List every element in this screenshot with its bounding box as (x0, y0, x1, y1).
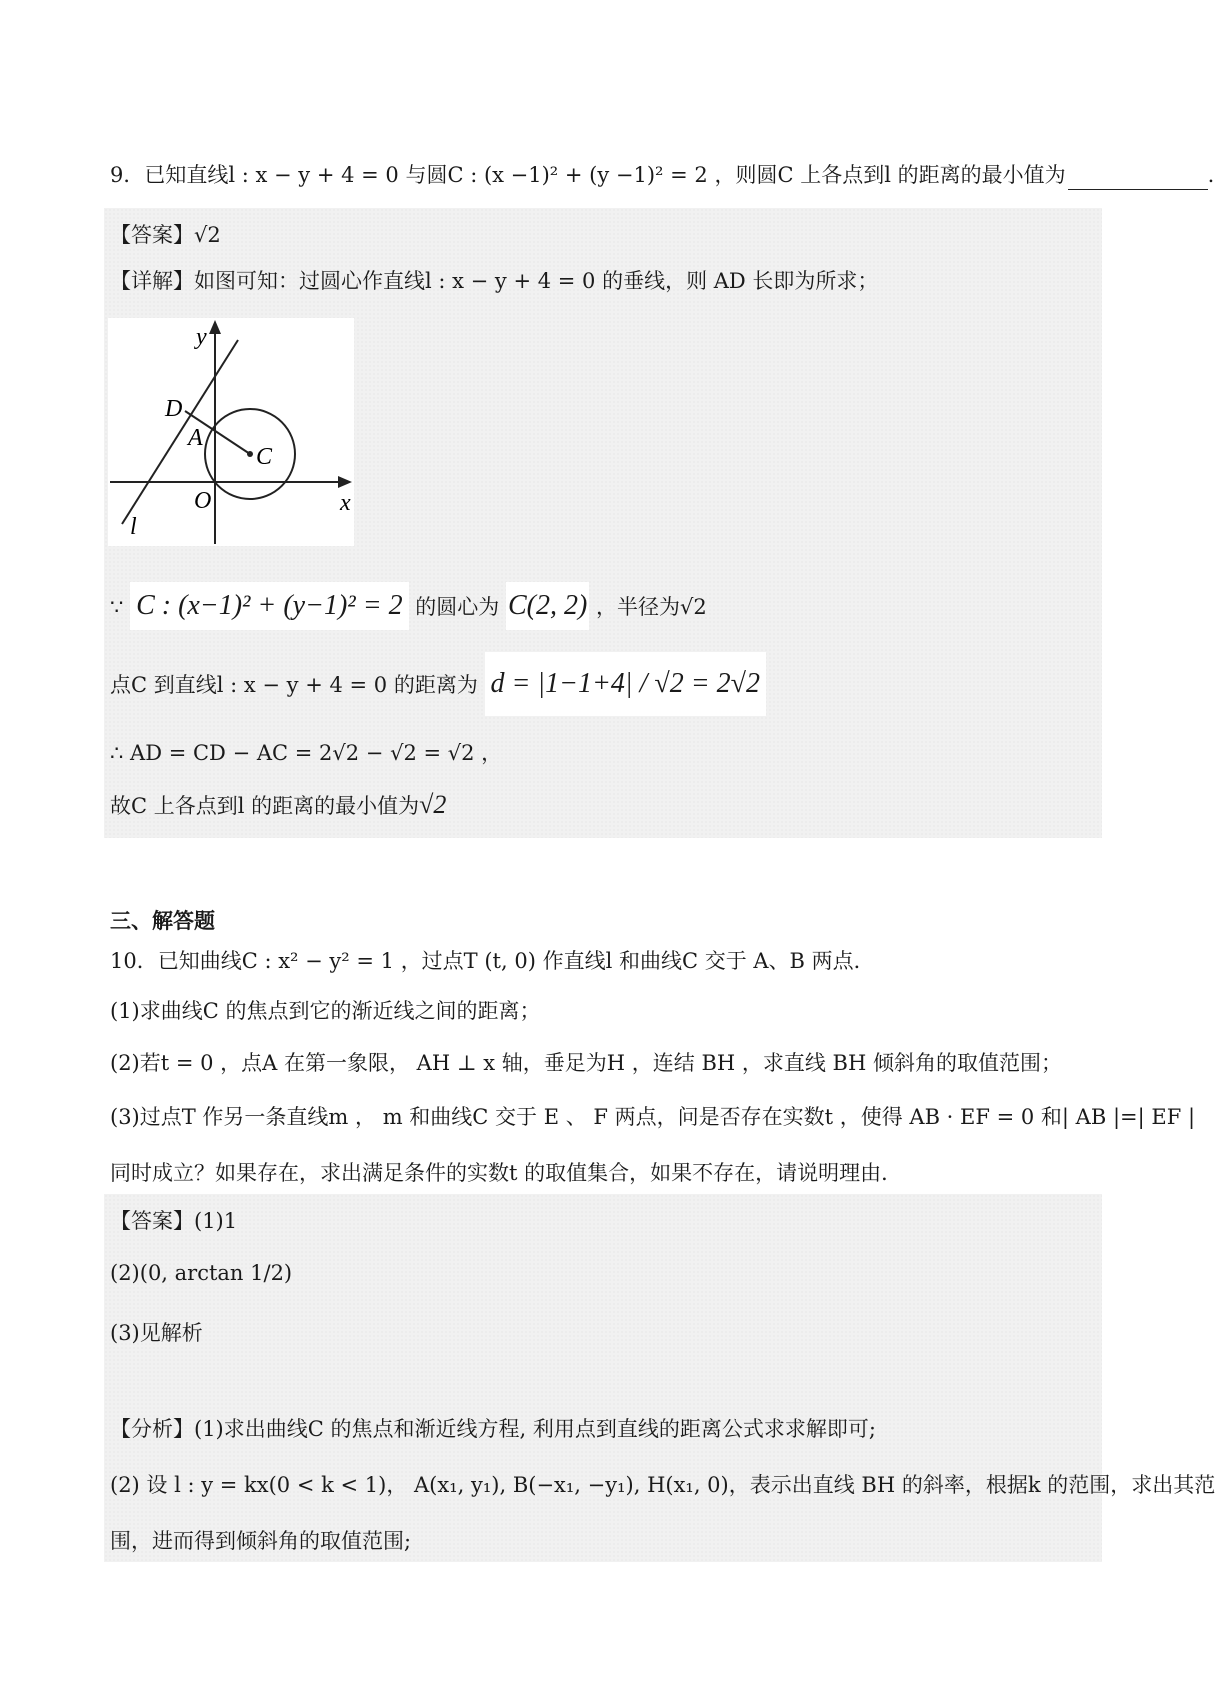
x-axis-arrow (338, 476, 352, 488)
because-symbol: ∵ (110, 595, 124, 619)
q9-answer: 【答案】√2 (110, 223, 221, 247)
q9-diagram (108, 318, 354, 546)
label-y: y (196, 324, 207, 350)
q9-detail: 【详解】如图可知：过圆心作直线l : x − y + 4 = 0 的垂线，则 AD 长即为所求； (110, 269, 879, 293)
q10-part1: (1)求曲线C 的焦点到它的渐近线之间的距离； (110, 999, 541, 1023)
q10-analysis1: 【分析】(1)求出曲线C 的焦点和渐近线方程, 利用点到直线的距离公式求求解即可; (110, 1417, 876, 1441)
center-point (247, 451, 253, 457)
step4-prefix: 故C 上各点到l 的距离的最小值为 (110, 794, 420, 818)
q10-part2: (2)若t = 0 ，点A 在第一象限， AH ⊥ x 轴，垂足为H ，连结 BH ，求直线 BH 倾斜角的取值范围； (110, 1051, 1062, 1075)
q10-answer2: (2)(0, arctan 1/2) (110, 1261, 293, 1285)
step1-suffix: ，半径为√2 (595, 595, 707, 619)
distance-formula-image: d = |1−1+4| / √2 = 2√2 (485, 652, 767, 716)
q10-analysis2: (2) 设 l : y = kx(0 < k < 1)， A(x₁, y₁), B(−x₁, −y₁), H(x₁, 0)，表示出直线 BH 的斜率，根据k 的范围，求出其范 (110, 1473, 1215, 1497)
q10-answer1: 【答案】(1)1 (110, 1209, 238, 1233)
q10-analysis2-cont: 围，进而得到倾斜角的取值范围; (110, 1529, 412, 1553)
q9-question-end: . (1207, 163, 1215, 187)
q9-question (110, 160, 1214, 190)
label-c: C (256, 444, 273, 470)
y-axis-arrow (209, 320, 221, 334)
circle-equation-image: C : (x−1)² + (y−1)² = 2 (130, 582, 409, 630)
answer-blank (1068, 167, 1208, 190)
q10-question: 10．已知曲线C : x² − y² = 1 ，过点T (t, 0) 作直线l 和曲线C 交于 A、B 两点． (110, 949, 875, 973)
q10-answer3: (3)见解析 (110, 1321, 203, 1345)
q9-step2 (110, 652, 766, 717)
q9-figure (108, 318, 354, 546)
step2-prefix: 点C 到直线l : x − y + 4 = 0 的距离为 (110, 673, 478, 697)
label-a: A (188, 425, 203, 451)
section-title: 三、解答题 (110, 908, 215, 933)
q9-question-text: 9．已知直线l : x − y + 4 = 0 与圆C : (x −1)² + (y −1)² = 2 ，则圆C 上各点到l 的距离的最小值为 (110, 163, 1066, 187)
q9-step3: ∴ AD = CD − AC = 2√2 − √2 = √2 ， (110, 741, 503, 765)
q9-step1 (110, 582, 707, 631)
q10-part3: (3)过点T 作另一条直线m ， m 和曲线C 交于 E 、 F 两点，问是否存在实数t ，使得 AB · EF = 0 和| AB |=| EF | (110, 1105, 1196, 1129)
label-d: D (165, 396, 183, 422)
label-l: l (130, 514, 137, 540)
label-x: x (340, 490, 351, 516)
step1-mid: 的圆心为 (415, 595, 500, 619)
q10-part3-cont: 同时成立？如果存在，求出满足条件的实数t 的取值集合，如果不存在，请说明理由． (110, 1161, 903, 1185)
center-image: C(2, 2) (506, 582, 589, 630)
q9-step4 (110, 790, 446, 821)
line-l (122, 340, 238, 524)
step4-value: √2 (419, 790, 447, 819)
q10-solution-block (104, 1194, 1102, 1562)
label-o: O (194, 488, 212, 514)
